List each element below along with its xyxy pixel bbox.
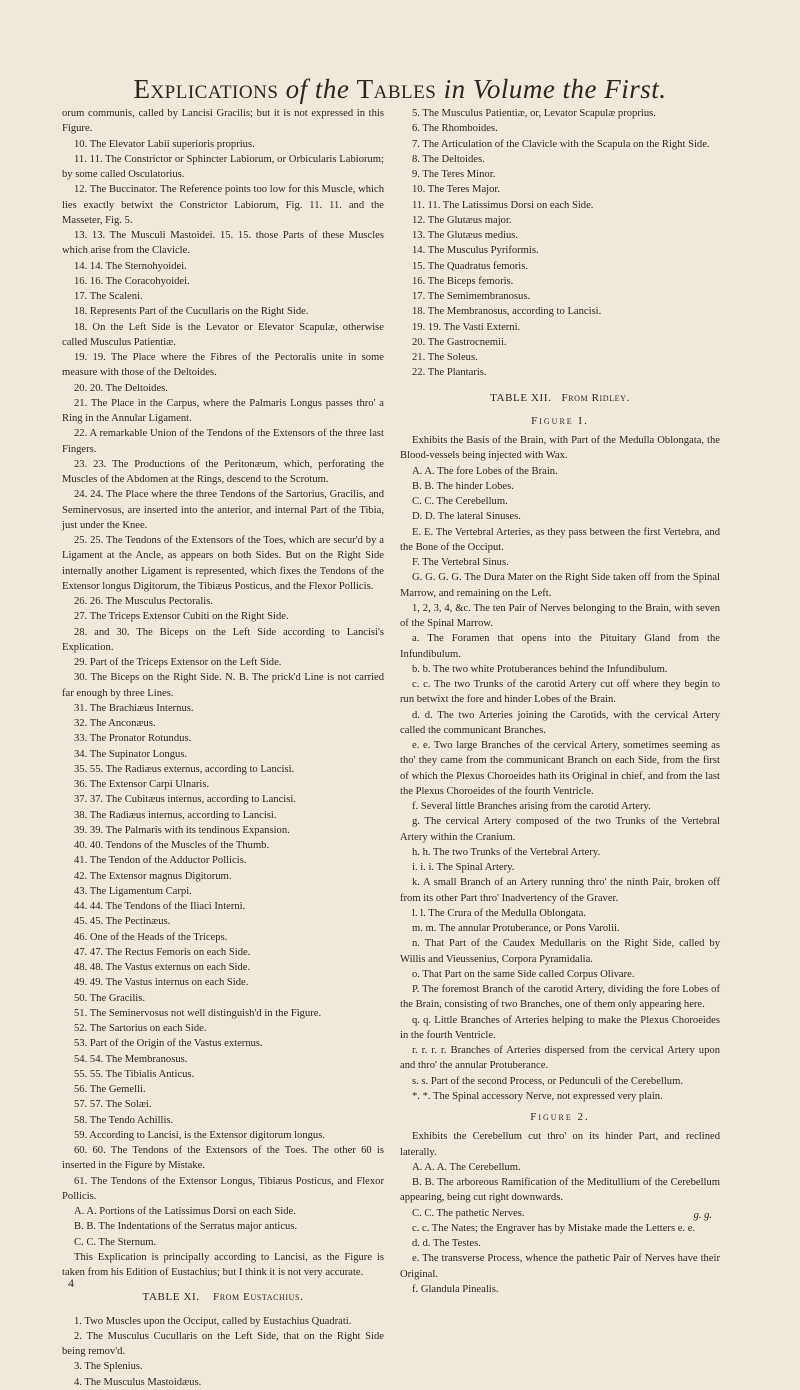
entry: 36. The Extensor Carpi Ulnaris. — [74, 779, 210, 790]
table-xi-entry: 3. The Splenius. — [74, 1361, 143, 1373]
figure-1-entry: q. q. Little Branches of Arteries helping to make the Plexus Choroeides in the fourth Ventricle. — [400, 1014, 720, 1041]
entry: 10. The Teres Major. — [412, 184, 501, 196]
entry: 12. The Glutæus major. — [412, 214, 512, 226]
entry: 19. 19. The Place where the Fibres of the Pectoralis unite in some measure with those of the Deltoides. — [62, 352, 384, 379]
entry: 27. The Triceps Extensor Cubiti on the Right Side. — [74, 611, 289, 623]
entry: 17. The Semimembranosus. — [412, 291, 531, 302]
figure-1-entry: E. E. The Vertebral Arteries, as they pass between the first Vertebra, and the Bone of the Occiput. — [400, 526, 720, 553]
table-xi-heading — [62, 1290, 384, 1305]
header-tables: Tables — [356, 74, 437, 104]
entry: 21. The Place in the Carpus, where the Palmaris Longus passes thro' a Ring in the Annular Ligament. — [62, 397, 384, 424]
entry: 11. 11. The Constrictor or Sphincter Labiorum, or Orbicularis Labiorum; by some called Osculatorius. — [62, 153, 384, 180]
figure-1-entry: C. C. The Cerebellum. — [412, 496, 508, 507]
entry: 20. The Gastrocnemii. — [412, 336, 507, 348]
entry: 29. Part of the Triceps Extensor on the Left Side. — [74, 657, 282, 668]
entry: 13. 13. The Musculi Mastoidei. 15. 15. those Parts of these Muscles which arise from the Clavicle. — [62, 230, 384, 257]
entry: 50. The Gracilis. — [74, 992, 146, 1004]
entry: 22. The Plantaris. — [412, 367, 487, 379]
entry: 41. The Tendon of the Adductor Pollicis. — [74, 855, 247, 867]
entry: 14. 14. The Sternohyoidei. — [74, 260, 187, 272]
entry: 57. 57. The Solæi. — [74, 1099, 152, 1111]
header-explications: Explications — [133, 74, 279, 104]
figure-1-entry: P. The foremost Branch of the carotid Artery, dividing the fore Lobes of the Brain, consisting of two Branches, one of them only appearing here. — [400, 984, 720, 1011]
figure-1-entry: i. i. i. The Spinal Artery. — [412, 862, 515, 873]
figure-1-entry: G. G. G. G. The Dura Mater on the Right Side taken off from the Spinal Marrow, and remaining on the Left. — [400, 572, 720, 599]
table-xii-heading — [400, 391, 720, 406]
page-number: 4 — [68, 1276, 74, 1290]
figure-2-entry: e. The transverse Process, whence the pathetic Pair of Nerves have their Original. — [400, 1253, 720, 1280]
entry: 31. The Brachiæus Internus. — [74, 702, 194, 714]
entry: A. A. Portions of the Latissimus Dorsi on each Side. — [74, 1206, 296, 1217]
entry: orum communis, called by Lancisi Gracilis; but it is not expressed in this Figure. — [62, 108, 384, 135]
figure-1-entry: s. s. Part of the second Process, or Pedunculi of the Cerebellum. — [412, 1075, 683, 1087]
entry: 11. 11. The Latissimus Dorsi on each Side. — [412, 199, 594, 211]
catchword: g. g. — [693, 1210, 712, 1221]
figure-1-entry: d. d. The two Arteries joining the Carotids, with the cervical Artery called the communicant Branches. — [400, 709, 720, 736]
entry: 18. Represents Part of the Cucullaris on the Right Side. — [74, 306, 309, 318]
table-xii-source: From Ridley. — [561, 391, 630, 404]
figure-1-entry: h. h. The two Trunks of the Vertebral Artery. — [412, 846, 601, 858]
entry: 48. 48. The Vastus externus on each Side. — [74, 962, 251, 973]
table-xi-title: TABLE XI. — [142, 1291, 200, 1304]
entry: 5. The Musculus Patientiæ, or, Levator Scapulæ proprius. — [412, 108, 656, 119]
figure-1-entry: Exhibits the Basis of the Brain, with Part of the Medulla Oblongata, the Blood-vessels being injected with Wax. — [400, 435, 720, 462]
entry: 22. A remarkable Union of the Tendons of the Extensors of the three last Fingers. — [62, 428, 384, 455]
entry: 40. 40. Tendons of the Muscles of the Thumb. — [74, 840, 270, 851]
entry: 59. According to Lancisi, is the Extensor digitorum longus. — [74, 1129, 325, 1141]
entry: 20. 20. The Deltoides. — [74, 382, 168, 394]
entry: 47. 47. The Rectus Femoris on each Side. — [74, 946, 251, 958]
figure-1-entry: D. D. The lateral Sinuses. — [412, 511, 521, 523]
entry: 33. The Pronator Rotundus. — [74, 733, 192, 745]
entry: 14. The Musculus Pyriformis. — [412, 245, 539, 257]
entry: 21. The Soleus. — [412, 352, 478, 363]
table-xii-title: TABLE XII. — [490, 391, 552, 404]
figure-1-entry: o. That Part on the same Side called Corpus Olivare. — [412, 968, 635, 980]
figure-1-entry: g. The cervical Artery composed of the two Trunks of the Vertebral Artery within the Cranium. — [400, 816, 720, 843]
entry: 49. 49. The Vastus internus on each Side. — [74, 977, 249, 989]
figure-1-entry: e. e. Two large Branches of the cervical Artery, sometimes seeming as tho' they came from the communicant Branch on each Side, from the first of which the Plexus Choroeides hath its Original in chief, and from the last the Plexus Choroeides of the fourth Ventricle. — [400, 740, 720, 797]
table-xi-entry: 4. The Musculus Mastoidæus. — [74, 1376, 202, 1388]
entry: 25. 25. The Tendons of the Extensors of the Toes, which are secur'd by a Ligament at the Ancle, as appears on both Sides. But on the Right Side internally another Ligament is represented, which fixes the Tendons of the Extensor longus Digitorum, the Tibiæus Posticus, and the Flexor Pollicis. — [62, 535, 384, 592]
table-xi-source: From Eustachius. — [213, 1291, 304, 1304]
entry: 37. 37. The Cubitæus internus, according to Lancisi. — [74, 794, 296, 806]
entry: 61. The Tendons of the Extensor Longus, Tibiæus Posticus, and Flexor Pollicis. — [62, 1175, 384, 1202]
figure-1-entry: m. m. The annular Protuberance, or Pons Varolii. — [412, 923, 620, 934]
entry: 15. The Quadratus femoris. — [412, 260, 529, 272]
entry: 10. The Elevator Labii superioris proprius. — [74, 138, 255, 150]
figure-2-label: Figure 2. — [530, 1111, 590, 1123]
entry: 46. One of the Heads of the Triceps. — [74, 931, 228, 943]
entry: 17. The Scaleni. — [74, 291, 143, 302]
figure-1-entry: f. Several little Branches arising from the carotid Artery. — [412, 801, 651, 812]
entry: 18. The Membranosus, according to Lancisi. — [412, 306, 602, 318]
figure-1-entry: A. A. The fore Lobes of the Brain. — [412, 465, 558, 477]
figure-1-entry: k. A small Branch of an Artery running thro' the ninth Pair, broken off from its other Part thro' Inadvertency of the Graver. — [400, 877, 720, 904]
figure-2-entry: B. B. The arboreous Ramification of the Meditullium of the Cerebellum appearing, being cut right downwards. — [400, 1177, 720, 1204]
figure-1-entry: c. c. The two Trunks of the carotid Artery cut off where they begin to run betwixt the fore and hinder Lobes of the Brain. — [400, 679, 720, 706]
entry: 6. The Rhomboides. — [412, 123, 498, 135]
entry: 44. 44. The Tendons of the Iliaci Interni. — [74, 901, 246, 912]
figure-1-entries — [400, 433, 720, 1104]
figure-2-entry: d. d. The Testes. — [412, 1238, 481, 1249]
entry: This Explication is principally according to Lancisi, as the Figure is taken from his Edition of Eustachius; but I think it is not very accurate. — [62, 1251, 384, 1278]
figure-1-entry: F. The Vertebral Sinus. — [412, 557, 509, 568]
entry: 56. The Gemelli. — [74, 1084, 146, 1095]
entry: 35. 55. The Radiæus externus, according to Lancisi. — [74, 763, 295, 775]
figure-1-entry: B. B. The hinder Lobes. — [412, 480, 514, 492]
entry: 8. The Deltoides. — [412, 153, 485, 165]
figure-2-entry: C. C. The pathetic Nerves. — [412, 1207, 525, 1219]
entry: 16. The Biceps femoris. — [412, 275, 514, 287]
figure-1-entry: *. *. The Spinal accessory Nerve, not expressed very plain. — [412, 1090, 663, 1102]
entry: C. C. The Sternum. — [74, 1236, 157, 1248]
entry: 16. 16. The Coracohyoidei. — [74, 275, 190, 287]
entry: 58. The Tendo Achillis. — [74, 1114, 174, 1126]
entry: 42. The Extensor magnus Digitorum. — [74, 870, 232, 882]
entry: 45. 45. The Pectinæus. — [74, 916, 171, 928]
entry: 43. The Ligamentum Carpi. — [74, 885, 192, 897]
left-column-entries — [62, 106, 384, 1280]
entry: 39. 39. The Palmaris with its tendinous Expansion. — [74, 824, 290, 836]
right-column-entries — [400, 106, 720, 381]
entry: 9. The Teres Minor. — [412, 169, 496, 180]
right-column — [400, 106, 720, 1297]
entry: 12. The Buccinator. The Reference points too low for this Muscle, which lies exactly betwixt the Constrictor Labiorum, Fig. 11. 11. and the Masseter, Fig. 5. — [62, 184, 384, 226]
figure-1-entry: r. r. r. r. Branches of Arteries dispersed from the cervical Artery upon and thro' the annular Protuberance. — [400, 1045, 720, 1072]
entry: 23. 23. The Productions of the Peritonæum, which, perforating the Muscles of the Abdomen at the Rings, descend to the Scrotum. — [62, 458, 384, 485]
entry: 7. The Articulation of the Clavicle with the Scapula on the Right Side. — [412, 138, 710, 150]
entry: 38. The Radiæus internus, according to Lancisi. — [74, 809, 277, 821]
entry: 54. 54. The Membranosus. — [74, 1053, 188, 1065]
figure-2-entries — [400, 1129, 720, 1297]
entry: 60. 60. The Tendons of the Extensors of the Toes. The other 60 is inserted in the Figure by Mistake. — [62, 1145, 384, 1172]
entry: 13. The Glutæus medius. — [412, 230, 519, 241]
figure-1-entry: a. The Foramen that opens into the Pituitary Gland from the Infundibulum. — [400, 633, 720, 660]
table-xi-entry: 2. The Musculus Cucullaris on the Left Side, that on the Right Side being remov'd. — [62, 1330, 384, 1357]
entry: 28. and 30. The Biceps on the Left Side according to Lancisi's Explication. — [62, 626, 384, 653]
entry: 55. 55. The Tibialis Anticus. — [74, 1068, 195, 1080]
entry: 32. The Anconæus. — [74, 718, 156, 729]
figure-1-entry: b. b. The two white Protuberances behind the Infundibulum. — [412, 663, 668, 675]
entry: 18. On the Left Side is the Levator or Elevator Scapulæ, otherwise called Musculus Patientiæ. — [62, 321, 384, 348]
figure-1-entry: 1, 2, 3, 4, &c. The ten Pair of Nerves belonging to the Brain, with seven of the Spinal Marrow. — [400, 602, 720, 629]
figure-2-entry: f. Glandula Pinealis. — [412, 1283, 499, 1295]
entry: 26. 26. The Musculus Pectoralis. — [74, 596, 213, 607]
entry: 53. Part of the Origin of the Vastus externus. — [74, 1038, 263, 1050]
entry: B. B. The Indentations of the Serratus major anticus. — [74, 1221, 298, 1233]
figure-1-entry: n. That Part of the Caudex Medullaris on the Right Side, called by Willis and Vieussenius, Corpora Pyramidalia. — [400, 938, 720, 965]
table-xi-entry: 1. Two Muscles upon the Occiput, called by Eustachius Quadrati. — [74, 1315, 352, 1327]
page-header — [0, 74, 800, 105]
figure-2-entry: Exhibits the Cerebellum cut thro' on its hinder Part, and reclined laterally. — [400, 1131, 720, 1158]
entry: 19. 19. The Vasti Externi. — [412, 321, 521, 333]
figure-1-entry: l. l. The Crura of the Medulla Oblongata. — [412, 907, 586, 919]
header-volume: in Volume the First. — [443, 74, 667, 104]
entry: 51. The Seminervosus not well distinguish'd in the Figure. — [74, 1007, 322, 1019]
entry: 34. The Supinator Longus. — [74, 748, 188, 760]
entry: 24. 24. The Place where the three Tendons of the Sartorius, Gracilis, and Seminervosus, are inserted into the anterior, and internal Part of the Tibia, just under the Knee. — [62, 489, 384, 531]
entry: 52. The Sartorius on each Side. — [74, 1023, 207, 1034]
entry: 30. The Biceps on the Right Side. N. B. The prick'd Line is not carried far enough by three Lines. — [62, 672, 384, 699]
left-column — [62, 106, 384, 1390]
header-of-the: of the — [285, 74, 350, 104]
figure-1-label: Figure I. — [531, 414, 589, 427]
figure-2-entry: c. c. The Nates; the Engraver has by Mistake made the Letters e. e. — [412, 1222, 696, 1234]
table-xi-entries — [62, 1314, 384, 1390]
figure-2-entry: A. A. A. The Cerebellum. — [412, 1161, 521, 1173]
